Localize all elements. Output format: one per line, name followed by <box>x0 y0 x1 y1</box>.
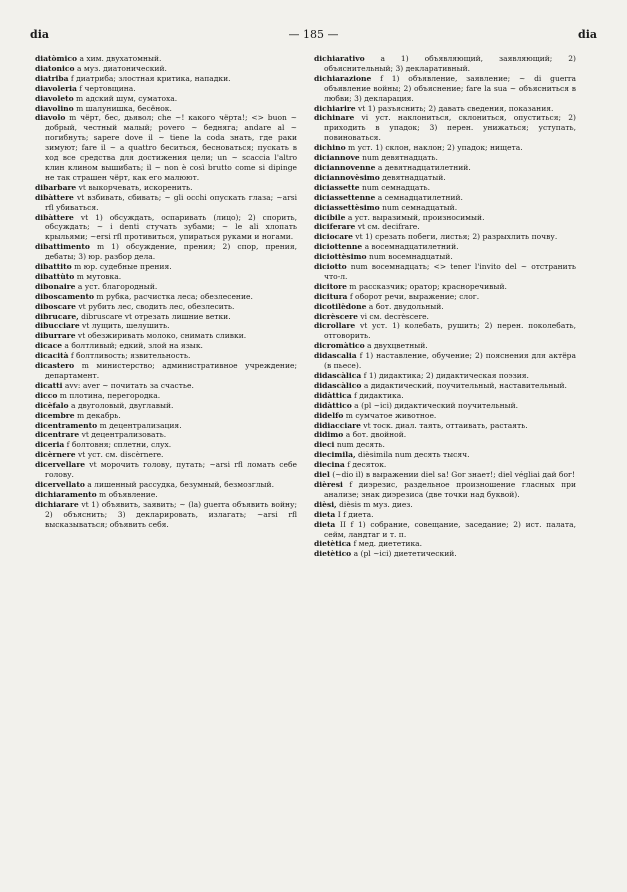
dictionary-entry: dicembre m декабрь. <box>35 410 121 420</box>
entry-headword: diavolino <box>35 103 74 113</box>
entry-headword: dicacità <box>35 351 69 361</box>
dictionary-entry: diceria f болтовня; сплетни, слух. <box>35 440 172 450</box>
entry-headword: dibrucare, <box>35 311 79 321</box>
dictionary-entry: diboscamento m рубка, расчистка леса; обезлесение. <box>35 291 253 301</box>
dictionary-entry: dicacità f болтливость; язвительность. <box>35 351 191 361</box>
dictionary-entry: dicace a болтливый; едкий, злой на язык. <box>35 341 203 351</box>
entry-headword: dietètica <box>314 539 352 549</box>
entry-headword: diavoleto <box>35 93 74 103</box>
dictionary-entry: dicatti avv: aver ~ почитать за счастье. <box>35 380 194 390</box>
entry-headword: dieta <box>314 509 336 519</box>
dictionary-entry: dietètica f мед. диететика. <box>314 539 423 549</box>
entry-headword: dicentrare <box>35 430 80 440</box>
entry-headword: dichiarire <box>314 103 356 113</box>
dictionary-entry: diatriba f диатриба; злостная критика, нападки. <box>35 73 231 83</box>
dictionary-entry: dichiarire vt 1) разъяснить; 2) давать сведения, показания. <box>314 103 554 113</box>
entry-headword: diciannove <box>314 153 360 163</box>
entry-headword: dicèfalo <box>35 400 69 410</box>
entry-headword: diecimila, <box>314 450 356 460</box>
entry-headword: didascàlico <box>314 380 362 390</box>
dictionary-entry: dicastero m министерство; административное учреждение; департамент. <box>35 361 297 380</box>
entry-headword: diciassettèsimo <box>314 202 380 212</box>
entry-headword: diciottèsimo <box>314 252 367 262</box>
entry-headword: dibàttere <box>35 212 74 222</box>
header-left-guide-word: dia <box>30 28 49 41</box>
dictionary-entry: dicrollare vt уст. 1) колебать, рушить; 2) перен. поколебать, отговорить. <box>314 321 576 341</box>
dictionary-entry: dieta II f 1) собрание, совещание, заседание; 2) ист. палата, сейм, ландтаг и т. п. <box>314 519 576 539</box>
dictionary-entry: didimo a бот. двойной. <box>314 430 407 440</box>
entry-headword: dichinare <box>314 113 355 123</box>
entry-headword: dichiaramento <box>35 489 97 499</box>
entry-headword: didiacciare <box>314 420 361 430</box>
dictionary-entry: dibattito m юр. судебные прения. <box>35 262 172 272</box>
dictionary-entry: didascàlica f 1) дидактика; 2) дидактическая поэзия. <box>314 371 529 380</box>
entry-headword: dibattimento <box>35 242 90 252</box>
dictionary-entry: dicervellato a лишенный рассудка, безумный, безмозглый. <box>35 479 274 489</box>
dictionary-entry: diel (~dio il) в выражении diel sa! Gor знает!; diel végliai дай бог! <box>314 470 576 480</box>
entry-headword: dicastero <box>35 361 75 371</box>
entry-headword: dibattùto <box>35 271 75 281</box>
entry-headword: dibattito <box>35 262 72 272</box>
entry-headword: diboscare <box>35 301 76 311</box>
dictionary-entry: dieta I f диета. <box>314 509 374 519</box>
page-number: — 185 — <box>288 28 339 41</box>
dictionary-entry: diecina f десяток. <box>314 460 387 470</box>
entry-headword: diciannovèsimo <box>314 172 380 182</box>
dictionary-entry: diboscare vt рубить лес, сводить лес, обезлесить. <box>35 301 235 311</box>
dictionary-entry: dicentrare vt децентрализовать. <box>35 430 167 440</box>
dictionary-entry: dicèrnere vt уст. см. discèrnere. <box>35 450 164 460</box>
entry-headword: dichiarativo <box>314 54 365 63</box>
entry-headword: dicentramento <box>35 420 98 430</box>
entry-headword: dicromàtico <box>314 341 365 351</box>
entry-headword: dibonaire <box>35 281 76 291</box>
entry-headword: dicervellato <box>35 479 85 489</box>
entry-headword: diburrare <box>35 331 76 341</box>
dictionary-entry: dicromàtico a двухцветный. <box>314 341 428 351</box>
entry-headword: diciotto <box>314 262 347 272</box>
dictionary-entry: dièsi, dièsis m муз. диез. <box>314 499 413 509</box>
right-column <box>314 54 576 884</box>
dictionary-entry: dibattùto m мутовка. <box>35 271 122 281</box>
dictionary-entry: diciocare vt 1) срезать побеги, листья; 2) разрыхлить почву. <box>314 232 558 242</box>
entry-headword: didascàlica <box>314 371 362 380</box>
entry-headword: diavoleria <box>35 83 77 93</box>
entry-headword: dicrollare <box>314 321 356 331</box>
entry-headword: dicotilèdone <box>314 301 367 311</box>
dictionary-entry: diciannovenne a девятнадцатилетний. <box>314 162 471 172</box>
entry-headword: diciottenne <box>314 242 363 252</box>
dictionary-entry: diecimila, dièsimila num десять тысяч. <box>314 450 470 460</box>
dictionary-entry: dibrucare, dibruscare vt отрезать лишние ветки. <box>35 311 231 321</box>
header-right-guide-word: dia <box>578 28 597 41</box>
dictionary-entry: diburrare vt обезжиривать молоко, снимать сливки. <box>35 331 247 341</box>
dictionary-entry: dibarbare vt выкорчевать, искоренить. <box>35 182 193 192</box>
entry-headword: diciannovenne <box>314 162 376 172</box>
left-column <box>35 54 297 884</box>
dictionary-entry: dichino m уст. 1) склон, наклон; 2) упадок; нищета. <box>314 143 523 153</box>
entry-headword: dieta <box>314 519 336 529</box>
entry-headword: didascalia <box>314 351 357 361</box>
entry-headword: dieci <box>314 440 335 450</box>
dictionary-entry: diatonico a муз. диатонический. <box>35 63 167 73</box>
entry-headword: diecina <box>314 460 345 470</box>
dictionary-entry: diciotto num восемнадцать; <> tener l'invito del ~ отстранить что-л. <box>314 262 576 281</box>
dictionary-entry: diciassettèsimo num семнадцатый. <box>314 202 458 212</box>
dictionary-entry: diavolino m шалунишка, бесёнок. <box>35 103 172 113</box>
entry-headword: dichino <box>314 143 346 153</box>
entry-headword: didàttica <box>314 390 352 400</box>
entry-headword: diel <box>314 470 330 480</box>
entry-headword: diciocare <box>314 232 353 242</box>
dictionary-entry: diavolo m чёрт, бес, дьявол; che ~! какого чёрта!; <> buon ~ добрый, честный малый; povero ~ бедняга; andare al ~ погибнуть; sapere dove il ~ tiene la coda знать, где раки зимуют; fare il ~ a quattro беситься, бесноваться; пускать в ход все средства для достижения цели; un ~ scaccia l'altro клин клином вышибать; il ~ non è così brutto come si dipinge не так страшен чёрт, как его малюют. <box>35 113 297 182</box>
entry-headword: dibucciare <box>35 321 80 331</box>
entry-headword: diatriba <box>35 73 69 83</box>
dictionary-entry: dietètico a (pl ~ici) диететический. <box>314 549 457 559</box>
dictionary-entry: didelfo m сумчатое животное. <box>314 410 437 420</box>
dictionary-entry: diciassettenne a семнадцатилетний. <box>314 192 463 202</box>
entry-headword: diciferare <box>314 222 356 232</box>
dictionary-entry: diciannove num девятнадцать. <box>314 153 438 163</box>
dictionary-entry: dieci num десять. <box>314 440 385 450</box>
entry-headword: didelfo <box>314 410 344 420</box>
entry-headword: dicco <box>35 390 58 400</box>
dictionary-entry: didiacciare vt тоск. диал. таять, оттаивать, растаять. <box>314 420 528 430</box>
entry-headword: dièsi, <box>314 499 337 509</box>
dictionary-entry: dicervellare vt морочить голову, путать; ~arsi rfl ломать себе голову. <box>35 460 297 480</box>
entry-headword: dibarbare <box>35 182 77 192</box>
dictionary-entry: dicitura f оборот речи, выражение; слог. <box>314 291 480 301</box>
dictionary-entry: diavoleto m адский шум, суматоха. <box>35 93 178 103</box>
entry-headword: dichiarare <box>35 499 79 509</box>
dictionary-entry: diavoleria f чертовщина. <box>35 83 136 93</box>
entry-headword: diceria <box>35 440 65 450</box>
page-header <box>30 28 597 44</box>
dictionary-entry: didascàlico a дидактический, поучительный, наставительный. <box>314 380 567 390</box>
dictionary-entry: dichiarazione f 1) объявление, заявление; ~ di guerra объявление войны; 2) объяснение; fare la sua ~ объясниться в любви; 3) декларация. <box>314 73 576 103</box>
dictionary-entry: dichiarativo a 1) объявляющий, заявляющий; 2) объяснительный; 3) декларативный. <box>314 54 576 73</box>
entry-headword: dicibile <box>314 212 346 222</box>
dictionary-entry: diciottenne a восемнадцатилетний. <box>314 242 459 252</box>
entry-headword: dicitura <box>314 291 348 301</box>
entry-headword: dichiarazione <box>314 73 372 83</box>
dictionary-entry: dichiaramento m объявление. <box>35 489 158 499</box>
dictionary-entry: dibonaire a уст. благородный. <box>35 281 158 291</box>
dictionary-entry: dichinare vi уст. наклониться, склониться, опуститься; 2) приходить в упадок; 3) перен. унижаться; уступать, повиноваться. <box>314 113 576 143</box>
entry-headword: dibàttere <box>35 192 74 202</box>
dictionary-entry: didàttico a (pl ~ici) дидактический поучительный. <box>314 400 519 410</box>
entry-headword: diatòmico <box>35 54 78 63</box>
dictionary-entry: dibàttere vt взбивать, сбивать; ~ gli occhi опускать глаза; ~arsi rfl убиваться. <box>35 192 297 212</box>
entry-headword: dicitore <box>314 281 347 291</box>
dictionary-entry: dibàttere vt 1) обсуждать, оспаривать (лицо); 2) спорить, обсуждать; ~ i denti стучать зубами; ~ le ali хлопать крыльями; ~ersi rfl противиться, упираться руками и ногами. <box>35 212 297 242</box>
dictionary-entry: diciannovèsimo девятнадцатый. <box>314 172 446 182</box>
dictionary-entry: dicibile a уст. выразимый, произносимый. <box>314 212 485 222</box>
entry-headword: dicatti <box>35 380 63 390</box>
dictionary-entry: diatòmico a хим. двухатомный. <box>35 54 162 63</box>
dictionary-entry: dichiarare vt 1) объявить, заявить; ~ (la) guerra объявить войну; 2) объяснить; 3) декларировать, излагать; ~arsi rfl высказываться; объявить себя. <box>35 499 297 529</box>
entry-headword: dicrèscere <box>314 311 358 321</box>
entry-headword: dietètico <box>314 549 352 559</box>
entry-headword: diciassette <box>314 182 360 192</box>
dictionary-entry: dicco m плотина, перегородка. <box>35 390 161 400</box>
entry-headword: dicervellare <box>35 460 86 470</box>
dictionary-entry: dicentramento m децентрализация. <box>35 420 182 430</box>
dictionary-entry: didascalia f 1) наставление, обучение; 2) пояснения для актёра (в пьесе). <box>314 351 576 371</box>
dictionary-entry: dièresi f диэрезис, раздельное произношение гласных при анализе; знак диэрезиса (две точки над буквой). <box>314 479 576 499</box>
entry-headword: diavolo <box>35 113 66 123</box>
dictionary-entry: diciferare vt см. decifrare. <box>314 222 420 232</box>
dictionary-entry: dibucciare vt лущить, шелушить. <box>35 321 170 331</box>
dictionary-entry: diciottèsimo num восемнадцатый. <box>314 252 453 262</box>
dictionary-entry: dicotilèdone a бот. двудольный. <box>314 301 444 311</box>
entry-headword: diboscamento <box>35 291 94 301</box>
entry-headword: dièresi <box>314 479 343 489</box>
dictionary-entry: dicèfalo a двуголовый, двуглавый. <box>35 400 174 410</box>
entry-headword: dicace <box>35 341 63 351</box>
dictionary-entry: dicrèscere vi см. decrèscere. <box>314 311 429 321</box>
entry-headword: dicèrnere <box>35 450 76 460</box>
entry-headword: dicembre <box>35 410 75 420</box>
entry-headword: diatonico <box>35 63 75 73</box>
entry-headword: didàttico <box>314 400 352 410</box>
entry-headword: didimo <box>314 430 344 440</box>
dictionary-entry: diciassette num семнадцать. <box>314 182 431 192</box>
dictionary-entry: dicitore m рассказчик; оратор; красноречивый. <box>314 281 507 291</box>
dictionary-entry: dibattimento m 1) обсуждение, прения; 2) спор, прения, дебаты; 3) юр. разбор дела. <box>35 242 297 262</box>
entry-headword: diciassettenne <box>314 192 376 202</box>
dictionary-entry: didàttica f дидактика. <box>314 390 404 400</box>
